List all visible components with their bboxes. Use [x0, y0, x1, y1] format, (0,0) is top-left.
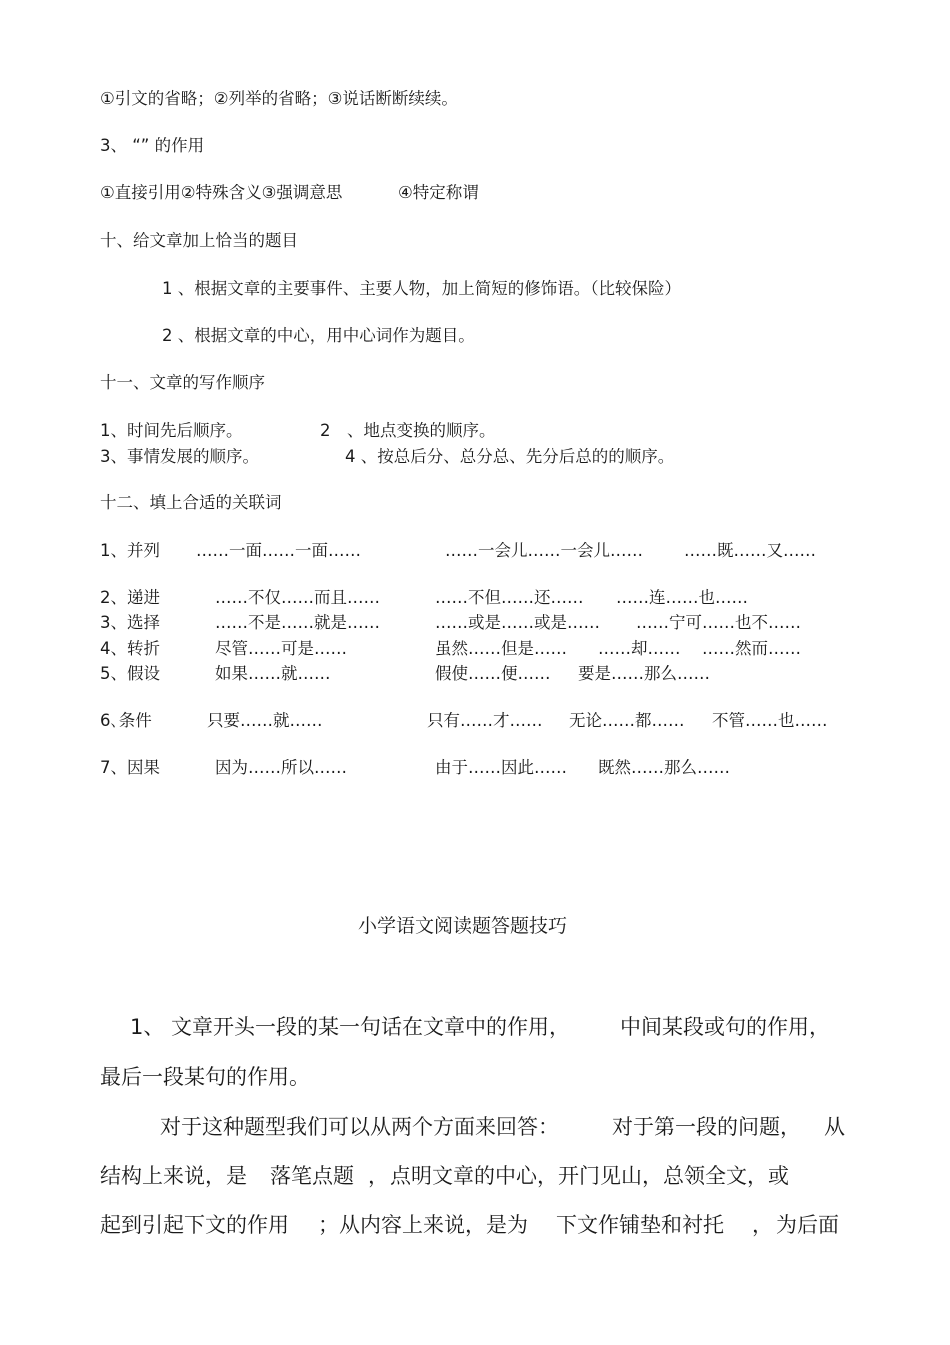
conj-label: 7、因果	[100, 758, 160, 777]
conj-pair: 尽管……可是……	[215, 639, 347, 658]
conj-pair: 要是……那么……	[578, 664, 710, 683]
line-omission-uses: ①引文的省略；②列举的省略；③说话断断续续。	[100, 89, 458, 108]
para3-part2: 落笔点题	[270, 1164, 354, 1188]
conj-pair: 只有……才……	[427, 711, 543, 730]
para4-part5: 为后面	[776, 1213, 839, 1237]
conj-pair: ……不但……还……	[435, 588, 584, 607]
order-item-2: 2 、地点变换的顺序。	[320, 421, 496, 440]
conj-pair: ……宁可……也不……	[636, 613, 801, 632]
conj-pair: 虽然……但是……	[435, 639, 567, 658]
conj-label: 4、转折	[100, 639, 160, 658]
para1-part1: 1、 文章开头一段的某一句话在文章中的作用，	[130, 1015, 571, 1039]
conj-label: 1、并列	[100, 541, 160, 560]
line-quote-uses-4: ④特定称谓	[398, 183, 479, 202]
para4-part3: 下文作铺垫和衬托	[556, 1213, 724, 1237]
conj-pair: ……一会儿……一会儿……	[445, 541, 643, 560]
para4-part4: ，	[752, 1213, 773, 1237]
conj-pair: ……不仅……而且……	[215, 588, 380, 607]
conj-pair: 只要……就……	[207, 711, 323, 730]
para3-part1: 结构上来说，是	[100, 1164, 247, 1188]
heading-section-12: 十二、填上合适的关联词	[100, 493, 282, 512]
order-item-4: 4 、按总后分、总分总、先分后总的的顺序。	[345, 447, 675, 466]
section-title: 小学语文阅读题答题技巧	[358, 915, 568, 937]
para1-part2: 中间某段或句的作用，	[620, 1015, 830, 1039]
para4-part1: 起到引起下文的作用	[100, 1213, 289, 1237]
conj-pair: ……不是……就是……	[215, 613, 380, 632]
conj-label: 2、递进	[100, 588, 160, 607]
conj-pair: 无论……都……	[569, 711, 685, 730]
para2-part3: 从	[824, 1115, 845, 1139]
para3-part3: ，	[368, 1164, 389, 1188]
line-title-method-1: 1 、根据文章的主要事件、主要人物，加上简短的修饰语。（比较保险）	[162, 279, 681, 298]
order-item-3: 3、事情发展的顺序。	[100, 447, 259, 466]
line-title-method-2: 2 、根据文章的中心，用中心词作为题目。	[162, 326, 475, 345]
para2-part2: 对于第一段的问题，	[612, 1115, 801, 1139]
para4-part2: ；从内容上来说，是为	[318, 1213, 528, 1237]
conj-label: 3、选择	[100, 613, 160, 632]
order-item-1: 1、时间先后顺序。	[100, 421, 243, 440]
para3-part4: 点明文章的中心，开门见山，总领全文，或	[390, 1164, 789, 1188]
conj-pair: ……然而……	[702, 639, 801, 658]
conj-pair: ……却……	[598, 639, 681, 658]
heading-section-11: 十一、文章的写作顺序	[100, 373, 265, 392]
conj-pair: 假使……便……	[435, 664, 551, 683]
conj-pair: 如果……就……	[215, 664, 331, 683]
conj-pair: 不管……也……	[712, 711, 828, 730]
para2-part1: 对于这种题型我们可以从两个方面来回答：	[160, 1115, 559, 1139]
conj-label: 6､条件	[100, 711, 152, 730]
conj-pair: ……既……又……	[684, 541, 816, 560]
heading-section-10: 十、给文章加上恰当的题目	[100, 231, 298, 250]
conj-label: 5、假设	[100, 664, 160, 683]
conj-pair: ……一面……一面……	[196, 541, 361, 560]
conj-pair: 因为……所以……	[215, 758, 347, 777]
line-quote-uses: ①直接引用②特殊含义③强调意思	[100, 183, 343, 202]
conj-pair: 由于……因此……	[435, 758, 567, 777]
conj-pair: ……或是……或是……	[435, 613, 600, 632]
conj-pair: ……连……也……	[616, 588, 748, 607]
conj-pair: 既然……那么……	[598, 758, 730, 777]
para1-part3: 最后一段某句的作用。	[100, 1065, 310, 1089]
heading-quote-marks: 3、 “” 的作用	[100, 136, 205, 155]
